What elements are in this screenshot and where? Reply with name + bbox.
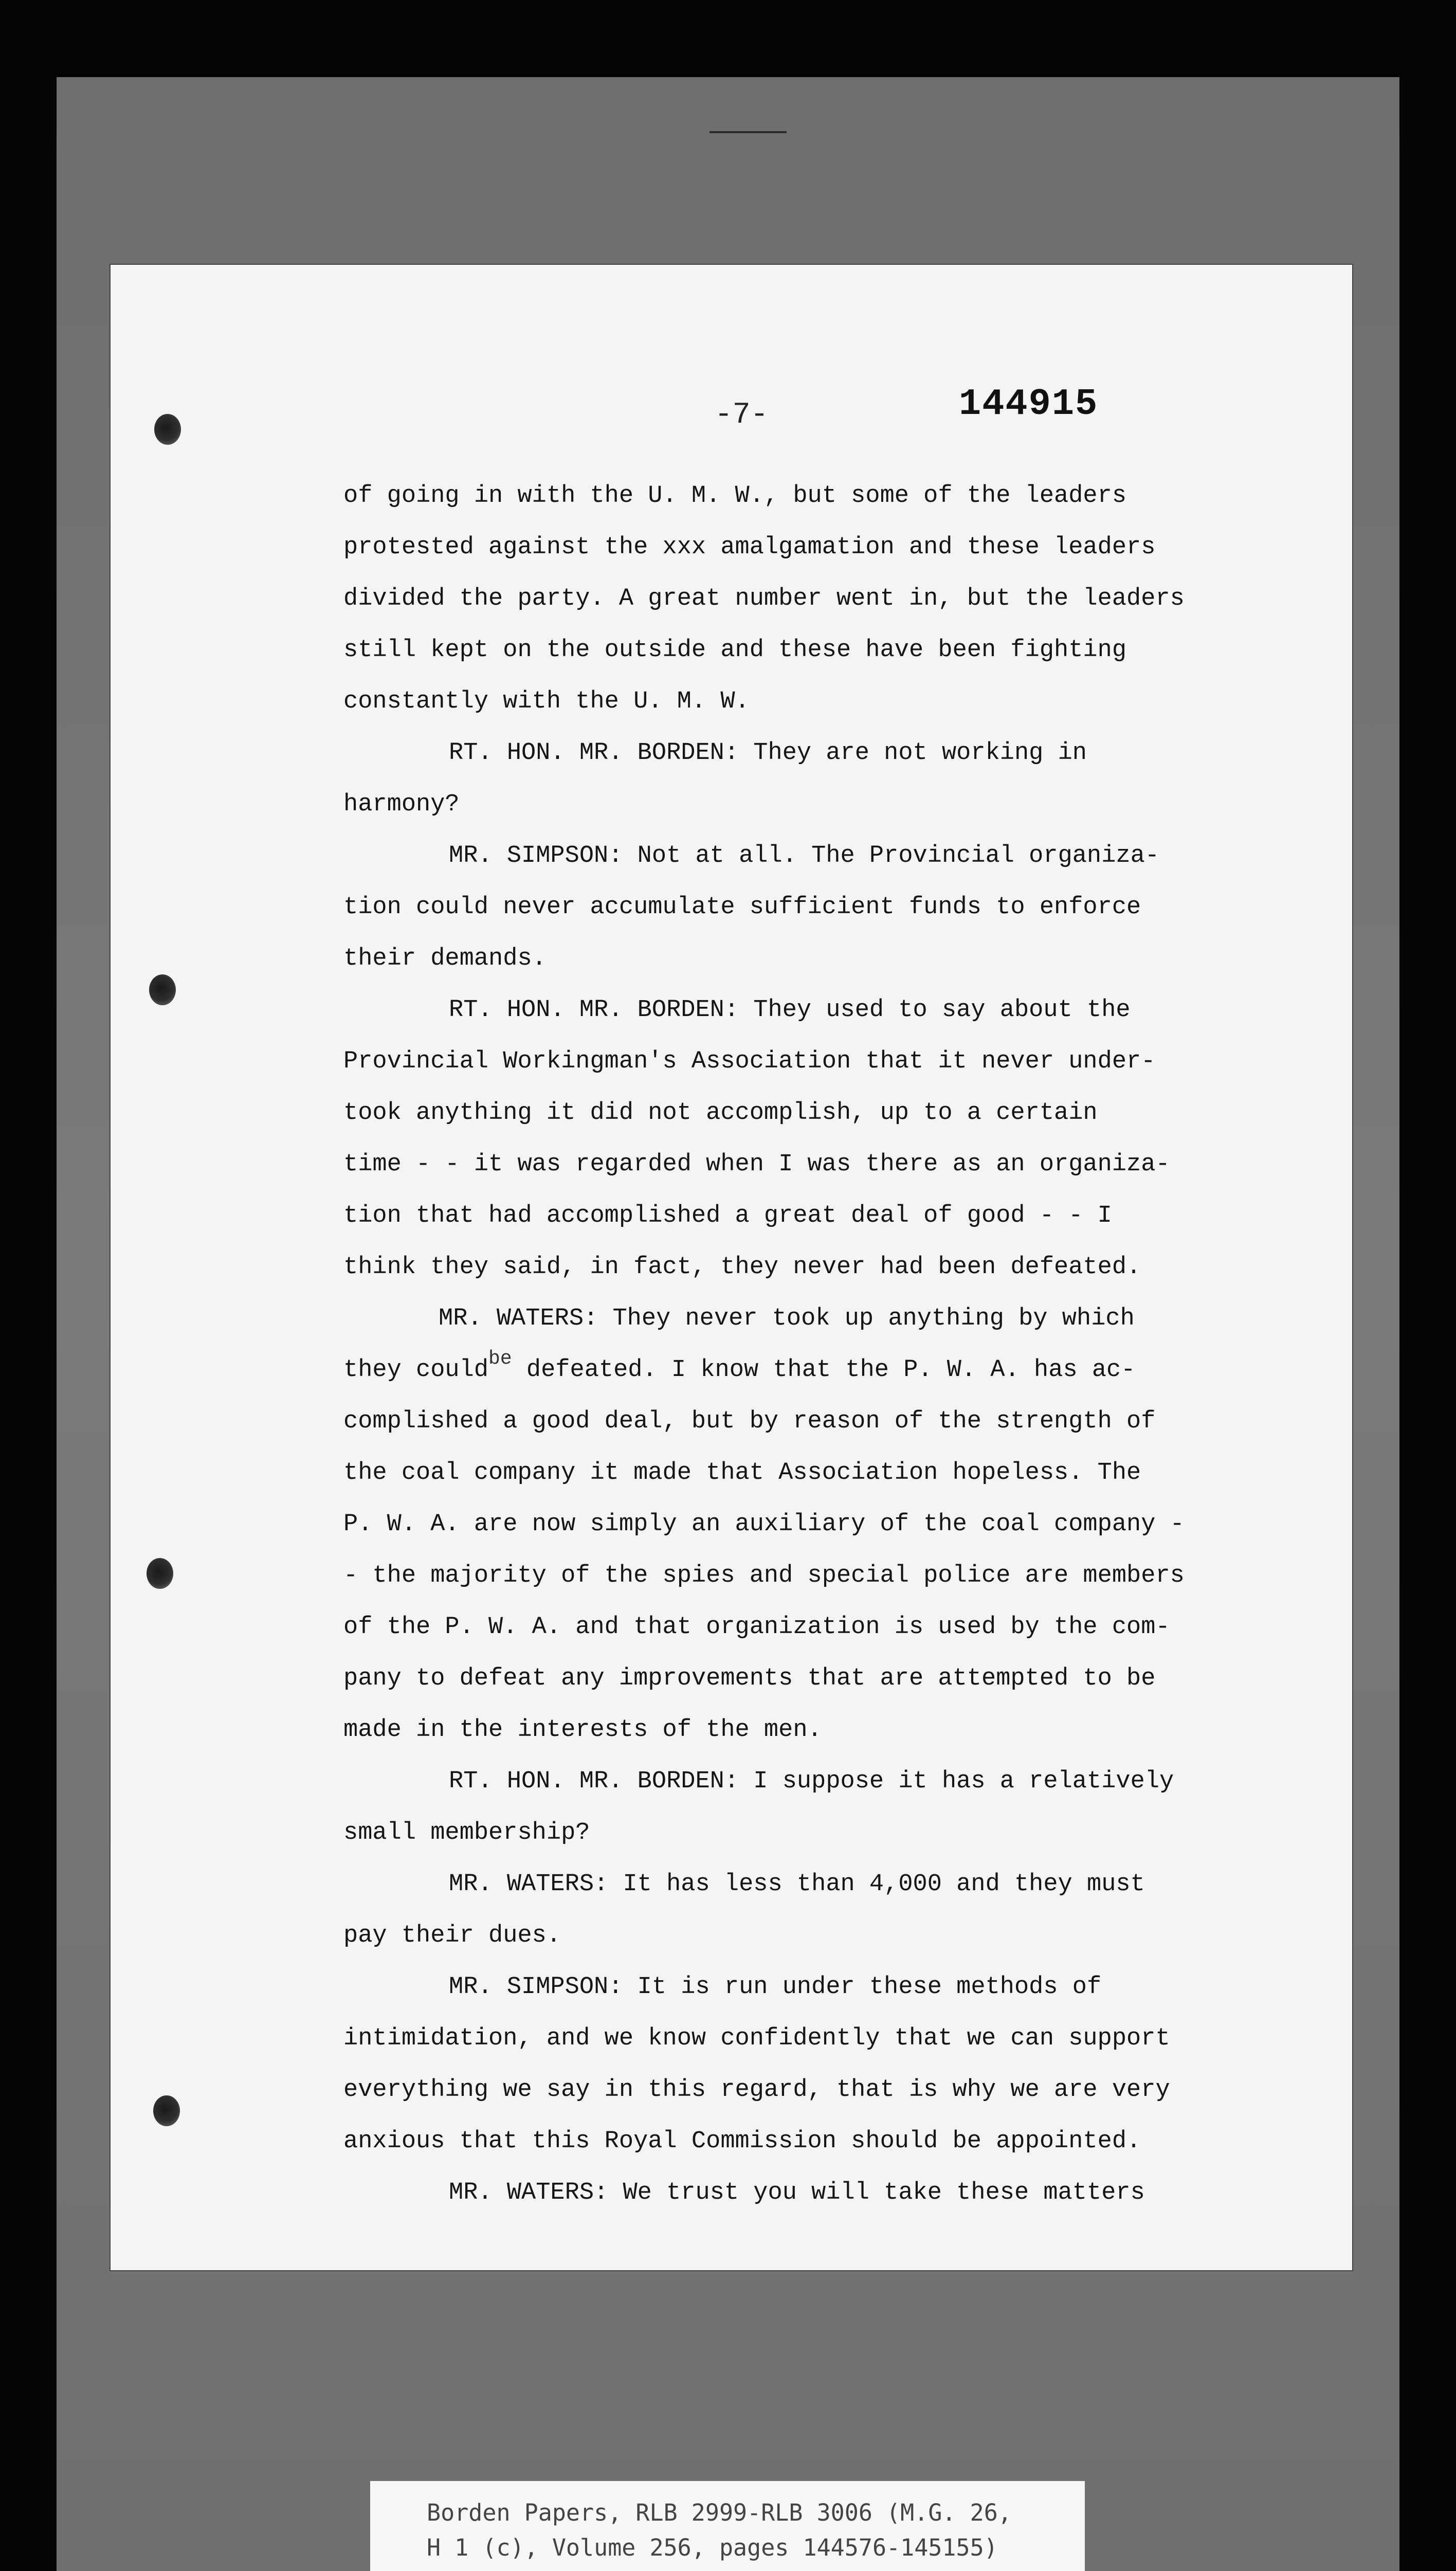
text-line: pay their dues.	[343, 1922, 561, 1949]
text-line: MR. SIMPSON: It is run under these methods of	[449, 1973, 1102, 2001]
transcript-text	[343, 470, 1295, 2219]
text-line: small membership?	[343, 1819, 590, 1846]
archive-reference-line: Borden Papers, RLB 2999-RLB 3006 (M.G. 26,	[427, 2499, 1012, 2526]
text-line: took anything it did not accomplish, up to a certain	[343, 1099, 1098, 1127]
text-segment: defeated. I know that the P. W. A. has ac-	[526, 1356, 1136, 1384]
text-line: of going in with the U. M. W., but some of the leaders	[343, 482, 1127, 510]
text-line: divided the party. A great number went in, but the leaders	[343, 585, 1185, 612]
text-line: intimidation, and we know confidently that we can support	[343, 2025, 1170, 2052]
text-line: tion could never accumulate sufficient funds to enforce	[343, 894, 1141, 921]
text-line: their demands.	[343, 945, 547, 972]
handwritten-insert: be	[488, 1348, 512, 1370]
text-line: the coal company it made that Association hopeless. The	[343, 1459, 1141, 1487]
text-line: RT. HON. MR. BORDEN: They are not working in	[449, 739, 1087, 767]
text-line: MR. SIMPSON: Not at all. The Provincial organiza-	[449, 842, 1160, 870]
text-line: think they said, in fact, they never had been defeated.	[343, 1254, 1141, 1281]
text-line: protested against the xxx amalgamation and these leaders	[343, 534, 1156, 561]
text-line: made in the interests of the men.	[343, 1716, 822, 1744]
text-line: anxious that this Royal Commission should be appointed.	[343, 2128, 1141, 2155]
text-line: constantly with the U. M. W.	[343, 688, 750, 715]
film-mark	[709, 131, 787, 133]
text-line: complished a good deal, but by reason of the strength of	[343, 1408, 1156, 1435]
text-line: of the P. W. A. and that organization is used by the com-	[343, 1614, 1170, 1641]
punch-hole-3	[147, 1558, 173, 1589]
text-line: harmony?	[343, 791, 460, 818]
text-line: - the majority of the spies and special police are members	[343, 1562, 1185, 1589]
punch-hole-4	[153, 2095, 180, 2126]
text-line-with-insert	[343, 1345, 1295, 1396]
text-line: everything we say in this regard, that is why we are very	[343, 2076, 1170, 2104]
text-line: P. W. A. are now simply an auxiliary of the coal company -	[343, 1511, 1185, 1538]
text-line: pany to defeat any improvements that are attempted to be	[343, 1665, 1156, 1692]
document-number: 144915	[959, 383, 1099, 425]
text-line: RT. HON. MR. BORDEN: They used to say about the	[449, 997, 1131, 1024]
text-segment: they could	[343, 1356, 489, 1384]
text-line: Provincial Workingman's Association that it never under-	[343, 1048, 1156, 1075]
text-line: MR. WATERS: We trust you will take these matters	[449, 2179, 1145, 2206]
text-line: MR. WATERS: It has less than 4,000 and they must	[449, 1871, 1145, 1898]
punch-hole-2	[149, 974, 176, 1005]
punch-hole-1	[154, 414, 181, 445]
page-number: -7-	[715, 399, 769, 432]
archive-reference-line: H 1 (c), Volume 256, pages 144576-145155)	[427, 2534, 998, 2561]
text-line: RT. HON. MR. BORDEN: I suppose it has a relatively	[449, 1768, 1174, 1795]
text-line: MR. WATERS: They never took up anything by which	[439, 1305, 1135, 1332]
archive-reference-label	[370, 2481, 1085, 2571]
text-line: still kept on the outside and these have been fighting	[343, 637, 1127, 664]
text-line: tion that had accomplished a great deal of good - - I	[343, 1202, 1112, 1229]
text-line: time - - it was regarded when I was there as an organiza-	[343, 1151, 1170, 1178]
